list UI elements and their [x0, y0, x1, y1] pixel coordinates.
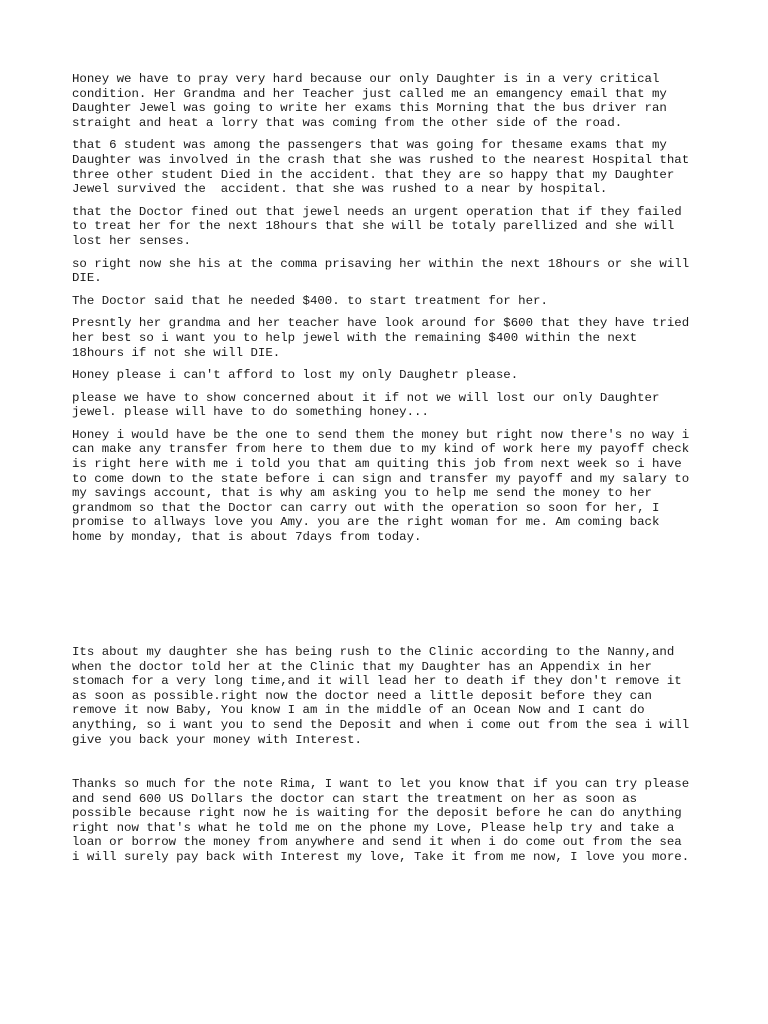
- paragraph: Presntly her grandma and her teacher have look around for $600 that they have tried her best so i want you to help jewel with the remaining $400 within the next 18hours if not she will DIE.: [72, 316, 690, 360]
- paragraph: that the Doctor fined out that jewel needs an urgent operation that if they failed to treat her for the next 18hours that she will be totaly parellized and she will lost her senses.: [72, 204, 682, 248]
- paragraph: Thanks so much for the note Rima, I want to let you know that if you can try please and send 600 US Dollars the doctor can start the treatment on her as soon as possible because right now he is waiting for the deposit before he can do anything right now that's what he told me on the phone my Love, Please help try and take a loan or borrow the money from anywhere and send it when i do come out from the sea i will surely pay back with Interest my love, Take it from me now, I love you more.: [72, 777, 690, 864]
- paragraph: please we have to show concerned about it if not we will lost our only Daughter jewel. please will have to do something honey...: [72, 390, 660, 420]
- paragraph: Honey we have to pray very hard because our only Daughter is in a very critical condition. Her Grandma and her Teacher just called me an emangency email that my Daughter Jewel was going to write her exams this Morning that the bus driver ran straight and heat a lorry that was coming from the other side of the road.: [72, 72, 667, 130]
- paragraph: so right now she his at the comma prisaving her within the next 18hours or she will DIE.: [72, 256, 690, 286]
- paragraph: Honey please i can't afford to lost my only Daughetr please.: [72, 368, 519, 383]
- paragraph: that 6 student was among the passengers that was going for thesame exams that my Daughter was involved in the crash that she was rushed to the nearest Hospital that three other student Died in the accident. that they are so happy that my Daughter Jewel survived the accident. that she was rushed to a near by hospital.: [72, 138, 690, 197]
- paragraph: The Doctor said that he needed $400. to start treatment for her.: [72, 293, 548, 308]
- paragraph: Its about my daughter she has being rush to the Clinic according to the Nanny,and when the doctor told her at the Clinic that my Daughter has an Appendix in her stomach for a very long time,and it will lead her to death if they don't remove it as soon as possible.right now the doctor need a little deposit before they can remove it now Baby, You know I am in the middle of an Ocean Now and I cant do anything, so i want you to send the Deposit and when i come out from the sea i will give you back your money with Interest.: [72, 645, 690, 747]
- letter-section-2: [72, 645, 712, 755]
- letter-section-1: [72, 72, 712, 553]
- paragraph: Honey i would have be the one to send them the money but right now there's no way i can make any transfer from here to them due to my kind of work here my payoff check is right here with me i told you that am quiting this job from next week so i have to come down to the state before i can sign and transfer my payoff and my salary to my savings account, that is why am asking you to help me send the money to her grandmom so that the Doctor can carry out with the operation so soon for her, I promise to allways love you Amy. you are the right woman for me. Am coming back home by monday, that is about 7days from today.: [72, 427, 690, 545]
- letter-section-3: [72, 777, 712, 873]
